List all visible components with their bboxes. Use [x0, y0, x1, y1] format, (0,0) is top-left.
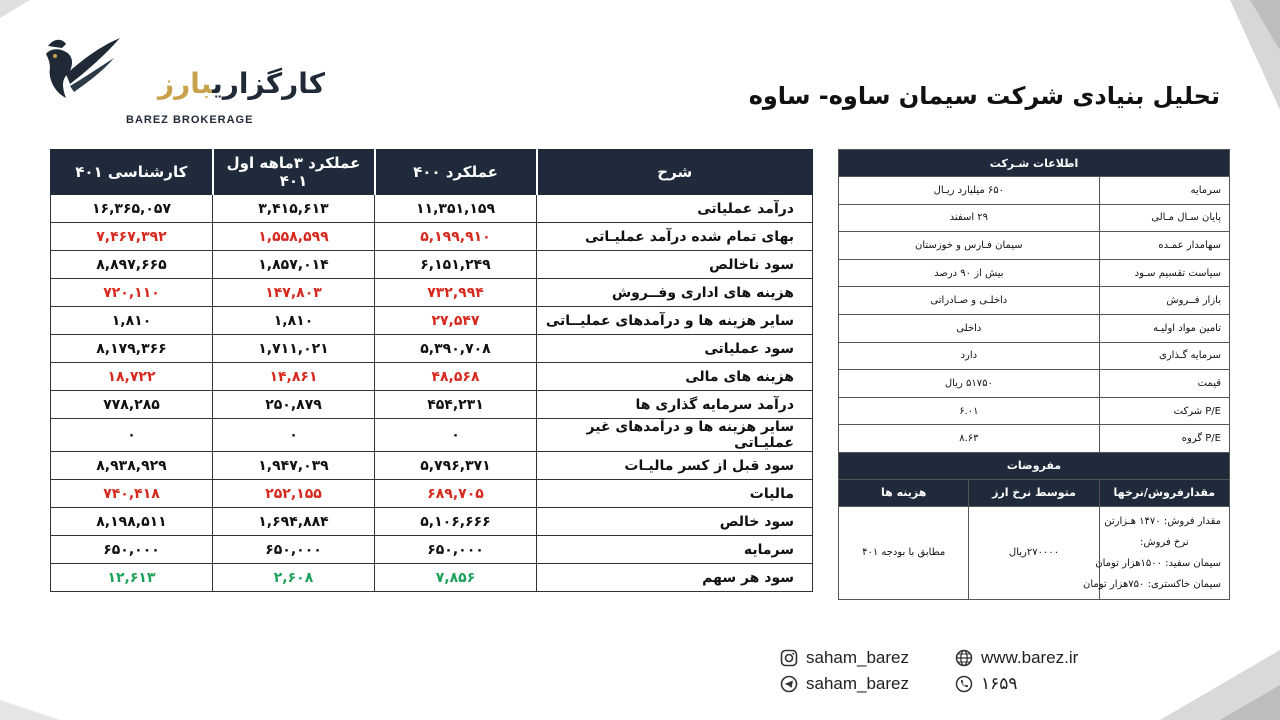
- value-q1-401: ۱,۹۴۷,۰۳۹: [213, 452, 375, 480]
- globe-icon: [955, 649, 973, 667]
- value-forecast-401: ۸,۹۳۸,۹۲۹: [51, 452, 213, 480]
- info-row: [839, 397, 1230, 425]
- assumptions-sales: [1083, 506, 1229, 599]
- table-row: [51, 419, 813, 452]
- row-label: سود قبل از کسر مالیـات: [537, 452, 813, 480]
- value-actual-400: ۷,۸۵۶: [375, 564, 537, 592]
- info-label: سرمایه گـذاری: [1099, 342, 1229, 370]
- info-value: دارد: [839, 342, 1100, 370]
- info-row: [839, 177, 1230, 205]
- row-label: درآمد عملیاتی: [537, 195, 813, 223]
- value-forecast-401: ۷۴۰,۴۱۸: [51, 480, 213, 508]
- phone-icon: [955, 675, 973, 693]
- table-row: [51, 363, 813, 391]
- sales-line: مقدار فروش: ۱۴۷۰ هـزارتن: [1104, 515, 1221, 527]
- info-value: داخلی: [839, 314, 1100, 342]
- header-forecast-401: کارشناسی ۴۰۱: [51, 150, 213, 195]
- assumptions-title: مفروضات: [839, 452, 1230, 479]
- info-label: P/E شرکت: [1099, 397, 1229, 425]
- value-actual-400: ۲۷,۵۴۷: [375, 307, 537, 335]
- value-q1-401: ۲۵۲,۱۵۵: [213, 480, 375, 508]
- info-row: [839, 259, 1230, 287]
- value-forecast-401: ۸,۸۹۷,۶۶۵: [51, 251, 213, 279]
- info-label: P/E گروه: [1099, 425, 1229, 453]
- value-forecast-401: ۷,۴۶۷,۳۹۲: [51, 223, 213, 251]
- value-actual-400: ۶,۱۵۱,۲۴۹: [375, 251, 537, 279]
- financial-table: [50, 149, 813, 592]
- info-row: [839, 232, 1230, 260]
- brand-name-fa: کارگزاریبارز: [158, 67, 326, 100]
- row-label: سود ناخالص: [537, 251, 813, 279]
- value-q1-401: ۱,۶۹۴,۸۸۴: [213, 508, 375, 536]
- brand-logo: [40, 34, 326, 126]
- row-label: سود هر سهم: [537, 564, 813, 592]
- value-forecast-401: ۷۲۰,۱۱۰: [51, 279, 213, 307]
- assumptions-header-fx: متوسط نرخ ارز: [969, 479, 1099, 506]
- row-label: مالیات: [537, 480, 813, 508]
- row-label: سرمایه: [537, 536, 813, 564]
- instagram-icon: [780, 649, 798, 667]
- value-forecast-401: ۱۸,۷۲۲: [51, 363, 213, 391]
- value-q1-401: ۲۵۰,۸۷۹: [213, 391, 375, 419]
- info-row: [839, 342, 1230, 370]
- footer-instagram[interactable]: [780, 648, 909, 668]
- footer-phone[interactable]: [955, 674, 1018, 694]
- value-actual-400: ۱۱,۳۵۱,۱۵۹: [375, 195, 537, 223]
- info-row: [839, 370, 1230, 398]
- value-forecast-401: ۶۵۰,۰۰۰: [51, 536, 213, 564]
- header-q1-401: عملکرد ۳ماهه اول ۴۰۱: [213, 150, 375, 195]
- table-row: [51, 508, 813, 536]
- row-label: سود عملیاتی: [537, 335, 813, 363]
- value-q1-401: ۱,۸۵۷,۰۱۴: [213, 251, 375, 279]
- value-actual-400: ۵,۱۰۶,۶۶۶: [375, 508, 537, 536]
- value-actual-400: ۵,۳۹۰,۷۰۸: [375, 335, 537, 363]
- value-actual-400: ۴۸,۵۶۸: [375, 363, 537, 391]
- table-row: [51, 251, 813, 279]
- sales-line: نرخ فروش:: [1140, 536, 1189, 548]
- row-label: سایر هزینه ها و درآمدهای غیر عملیـاتی: [537, 419, 813, 452]
- info-label: پایان سـال مـالی: [1099, 204, 1229, 232]
- table-row: [51, 279, 813, 307]
- page-title: تحلیل بنیادی شرکت سیمان ساوه- ساوه: [748, 82, 1220, 110]
- info-value: ۶.۰۱: [839, 397, 1100, 425]
- value-q1-401: ۱,۸۱۰: [213, 307, 375, 335]
- table-row: [51, 536, 813, 564]
- assumptions-cost: مطابق با بودجه ۴۰۱: [839, 506, 969, 599]
- company-info-title: اطلاعات شـرکت: [839, 150, 1230, 177]
- info-row: [839, 204, 1230, 232]
- info-label: قیمت: [1099, 370, 1229, 398]
- footer-telegram[interactable]: [780, 674, 909, 694]
- value-forecast-401: ۱۶,۳۶۵,۰۵۷: [51, 195, 213, 223]
- value-forecast-401: ۱۲,۶۱۳: [51, 564, 213, 592]
- value-forecast-401: ۸,۱۷۹,۳۶۶: [51, 335, 213, 363]
- info-value: داخلـی و صـادراتی: [839, 287, 1100, 315]
- header-actual-400: عملکرد ۴۰۰: [375, 150, 537, 195]
- info-row: [839, 314, 1230, 342]
- info-value: ۶۵۰ میلیارد ریـال: [839, 177, 1100, 205]
- company-info-table: [838, 149, 1230, 600]
- assumptions-fx: ۲۷۰۰۰۰ریال: [969, 506, 1099, 599]
- info-label: سیاست تقسیم سـود: [1099, 259, 1229, 287]
- corner-decoration-bottom-left: [0, 695, 60, 720]
- website-url: www.barez.ir: [981, 648, 1079, 667]
- corner-decoration-bottom-right: [1120, 630, 1280, 720]
- table-row: [51, 452, 813, 480]
- phone-number: ۱۶۵۹: [981, 674, 1018, 693]
- financial-table-header: [51, 150, 813, 195]
- info-label: بازار فــروش: [1099, 287, 1229, 315]
- info-label: سرمایه: [1099, 177, 1229, 205]
- telegram-icon: [780, 675, 798, 693]
- row-label: بهای تمام شده درآمد عملیـاتی: [537, 223, 813, 251]
- value-forecast-401: ۸,۱۹۸,۵۱۱: [51, 508, 213, 536]
- value-q1-401: ۱۴۷,۸۰۳: [213, 279, 375, 307]
- value-actual-400: ۶۵۰,۰۰۰: [375, 536, 537, 564]
- value-actual-400: ۰: [375, 419, 537, 452]
- value-q1-401: ۰: [213, 419, 375, 452]
- info-row: [839, 425, 1230, 453]
- footer-website[interactable]: [955, 648, 1078, 668]
- table-row: [51, 480, 813, 508]
- value-actual-400: ۷۳۲,۹۹۴: [375, 279, 537, 307]
- value-forecast-401: ۰: [51, 419, 213, 452]
- assumptions-header-cost: هزینه ها: [839, 479, 969, 506]
- value-q1-401: ۱,۷۱۱,۰۲۱: [213, 335, 375, 363]
- value-actual-400: ۵,۷۹۶,۳۷۱: [375, 452, 537, 480]
- value-actual-400: ۴۵۴,۲۳۱: [375, 391, 537, 419]
- sales-line: سیمان خاکستری: ۷۵۰هزار تومان: [1083, 578, 1221, 590]
- row-label: سود خالص: [537, 508, 813, 536]
- info-row: [839, 287, 1230, 315]
- value-actual-400: ۶۸۹,۷۰۵: [375, 480, 537, 508]
- value-q1-401: ۳,۴۱۵,۶۱۳: [213, 195, 375, 223]
- telegram-handle: saham_barez: [806, 674, 910, 693]
- value-forecast-401: ۷۷۸,۲۸۵: [51, 391, 213, 419]
- table-row: [51, 223, 813, 251]
- info-label: تامین مواد اولیـه: [1099, 314, 1229, 342]
- table-row: [51, 307, 813, 335]
- table-row: [51, 391, 813, 419]
- corner-decoration-top-left: [0, 0, 30, 20]
- table-row: [51, 195, 813, 223]
- brand-name-en: BAREZ BROKERAGE: [126, 114, 254, 126]
- info-value: سیمان فـارس و خوزستان: [839, 232, 1100, 260]
- value-forecast-401: ۱,۸۱۰: [51, 307, 213, 335]
- instagram-handle: saham_barez: [806, 648, 910, 667]
- value-q1-401: ۶۵۰,۰۰۰: [213, 536, 375, 564]
- value-actual-400: ۵,۱۹۹,۹۱۰: [375, 223, 537, 251]
- eagle-logo-icon: [40, 34, 120, 104]
- sales-line: سیمان سفید: ۱۵۰۰هزار تومان: [1095, 557, 1221, 569]
- info-value: بیش از ۹۰ درصد: [839, 259, 1100, 287]
- assumptions-header-sales: مقدارفروش/نرخها: [1099, 479, 1229, 506]
- value-q1-401: ۱,۵۵۸,۵۹۹: [213, 223, 375, 251]
- info-label: سهامدار عمـده: [1099, 232, 1229, 260]
- row-label: سایر هزینه ها و درآمدهای عملیــاتی: [537, 307, 813, 335]
- table-row: [51, 564, 813, 592]
- value-q1-401: ۱۴,۸۶۱: [213, 363, 375, 391]
- header-desc: شرح: [537, 150, 813, 195]
- table-row: [51, 335, 813, 363]
- row-label: هزینه های مالی: [537, 363, 813, 391]
- value-q1-401: ۲,۶۰۸: [213, 564, 375, 592]
- row-label: درآمد سرمایه گذاری ها: [537, 391, 813, 419]
- assumptions-row: [839, 506, 1230, 599]
- info-value: ۸.۶۳: [839, 425, 1100, 453]
- info-value: ۲۹ اسفند: [839, 204, 1100, 232]
- row-label: هزینه های اداری وفــروش: [537, 279, 813, 307]
- info-value: ۵۱۷۵۰ ریال: [839, 370, 1100, 398]
